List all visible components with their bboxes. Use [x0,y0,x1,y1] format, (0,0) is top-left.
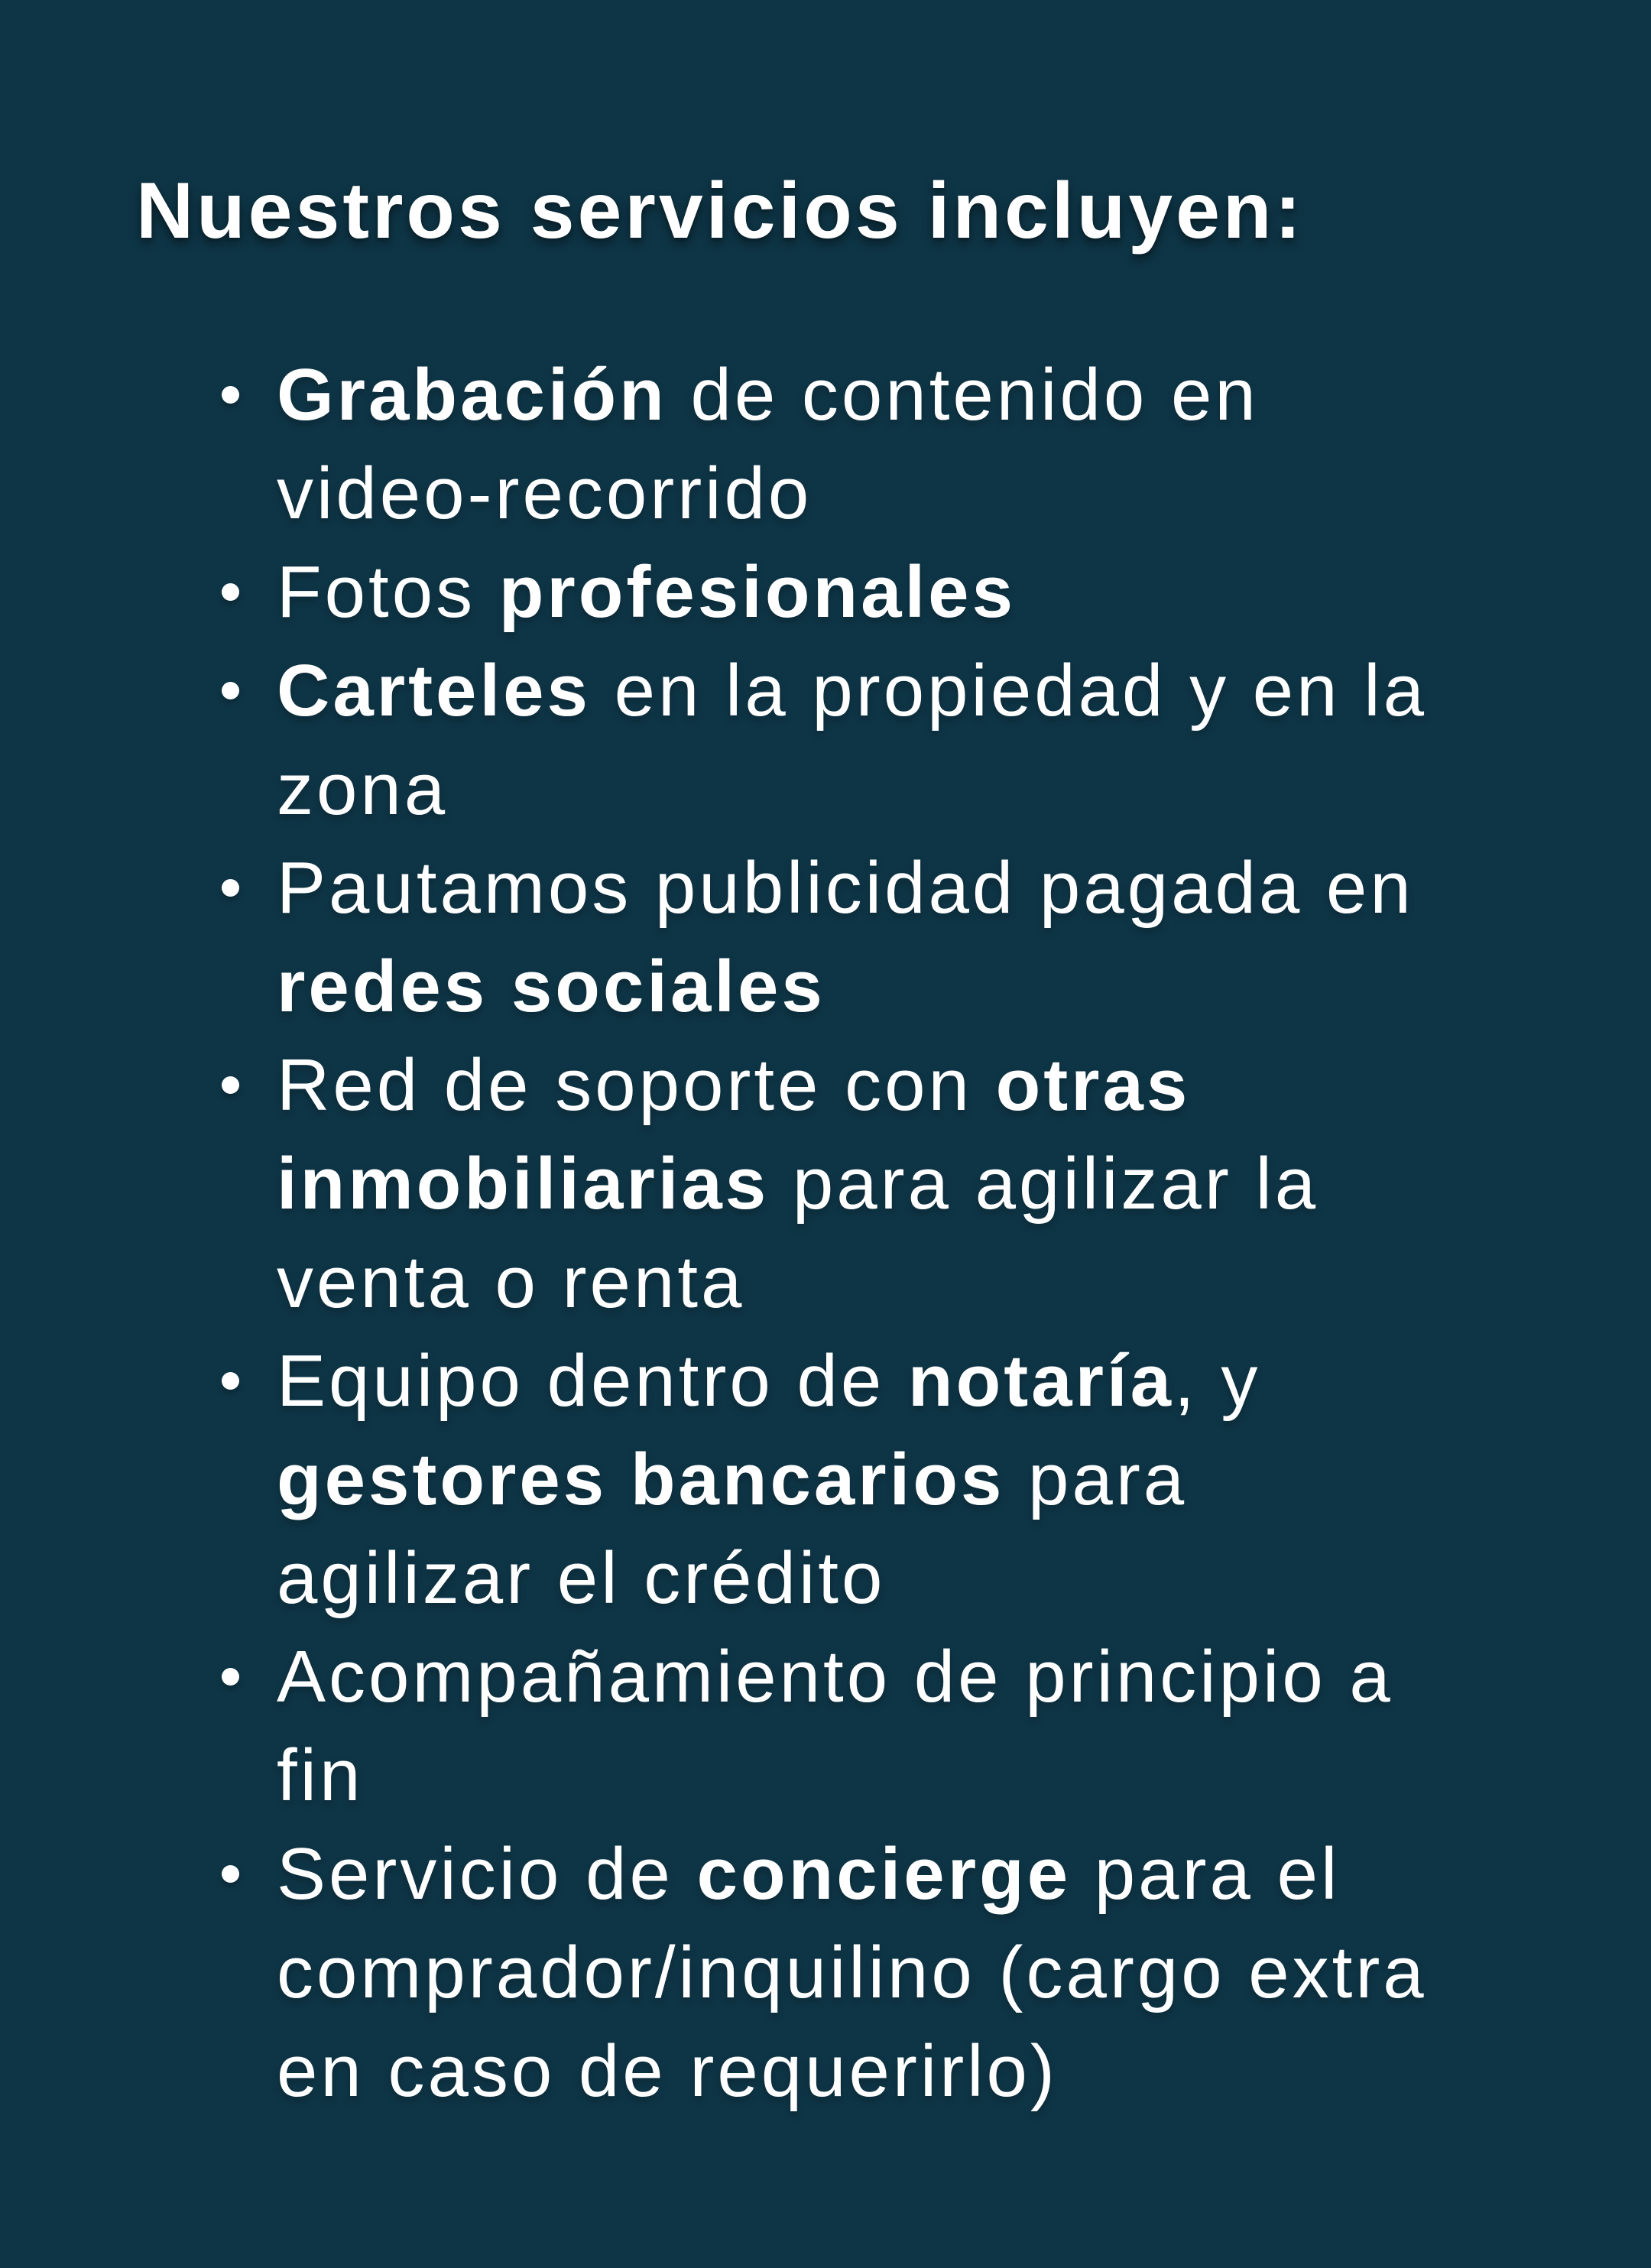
service-text-bold: notaría [907,1340,1174,1422]
service-text-bold: redes sociales [277,946,826,1027]
service-text: zona [277,748,449,830]
bullet-dot-icon [222,386,239,404]
service-item [222,1332,1567,1627]
service-line [277,2022,1567,2120]
service-text: comprador/inquilino (cargo extra [277,1932,1427,2013]
service-text: venta o renta [277,1241,745,1323]
service-text: , y [1173,1340,1261,1422]
service-line [277,1430,1567,1529]
service-item [222,1825,1567,2120]
service-item [222,1036,1567,1332]
service-line [277,1627,1567,1726]
bullet-dot-icon [222,682,239,699]
service-text: agilizar el crédito [277,1537,886,1619]
service-text: Equipo dentro de [277,1340,908,1422]
service-text: para el [1071,1833,1341,1915]
bullet-dot-icon [222,1865,239,1883]
service-text: para [1004,1439,1188,1520]
service-line [277,1134,1567,1233]
service-text: de contenido en [667,354,1259,436]
service-text-bold: Carteles [277,650,591,732]
service-item [222,346,1567,543]
service-item [222,543,1567,641]
service-text: Red de soporte con [277,1044,996,1126]
service-line [277,641,1567,740]
service-text: Servicio de [277,1833,697,1915]
service-line [277,543,1567,641]
service-line [277,346,1567,444]
service-line [277,1825,1567,1923]
service-text: en caso de requerirlo) [277,2030,1058,2112]
service-text: fin [277,1734,364,1816]
service-item [222,1627,1567,1825]
service-line [277,937,1567,1036]
page-title: Nuestros servicios incluyen: [136,167,1305,255]
bullet-dot-icon [222,1076,239,1094]
bullet-dot-icon [222,1372,239,1390]
service-line [277,444,1567,543]
service-text: para agilizar la [769,1143,1319,1225]
service-text: en la propiedad y en la [590,650,1427,732]
service-line [277,1726,1567,1825]
service-text-bold: otras [995,1044,1191,1126]
service-text: Acompañamiento de principio a [277,1636,1393,1718]
services-list [222,346,1567,2120]
service-item [222,641,1567,839]
service-text-bold: gestores bancarios [277,1439,1005,1520]
bullet-dot-icon [222,583,239,601]
service-line [277,839,1567,937]
service-line [277,1529,1567,1627]
service-line [277,740,1567,839]
service-line [277,1923,1567,2022]
service-text-bold: concierge [696,1833,1072,1915]
service-line [277,1233,1567,1332]
service-text: video-recorrido [277,453,813,534]
service-text: Pautamos publicidad pagada en [277,847,1414,929]
bullet-dot-icon [222,879,239,897]
service-text-bold: profesionales [498,551,1016,633]
service-line [277,1332,1567,1430]
bullet-dot-icon [222,1668,239,1686]
service-text-bold: inmobiliarias [277,1143,770,1225]
service-text: Fotos [277,551,499,633]
service-text-bold: Grabación [277,354,667,436]
service-item [222,839,1567,1036]
service-line [277,1036,1567,1134]
